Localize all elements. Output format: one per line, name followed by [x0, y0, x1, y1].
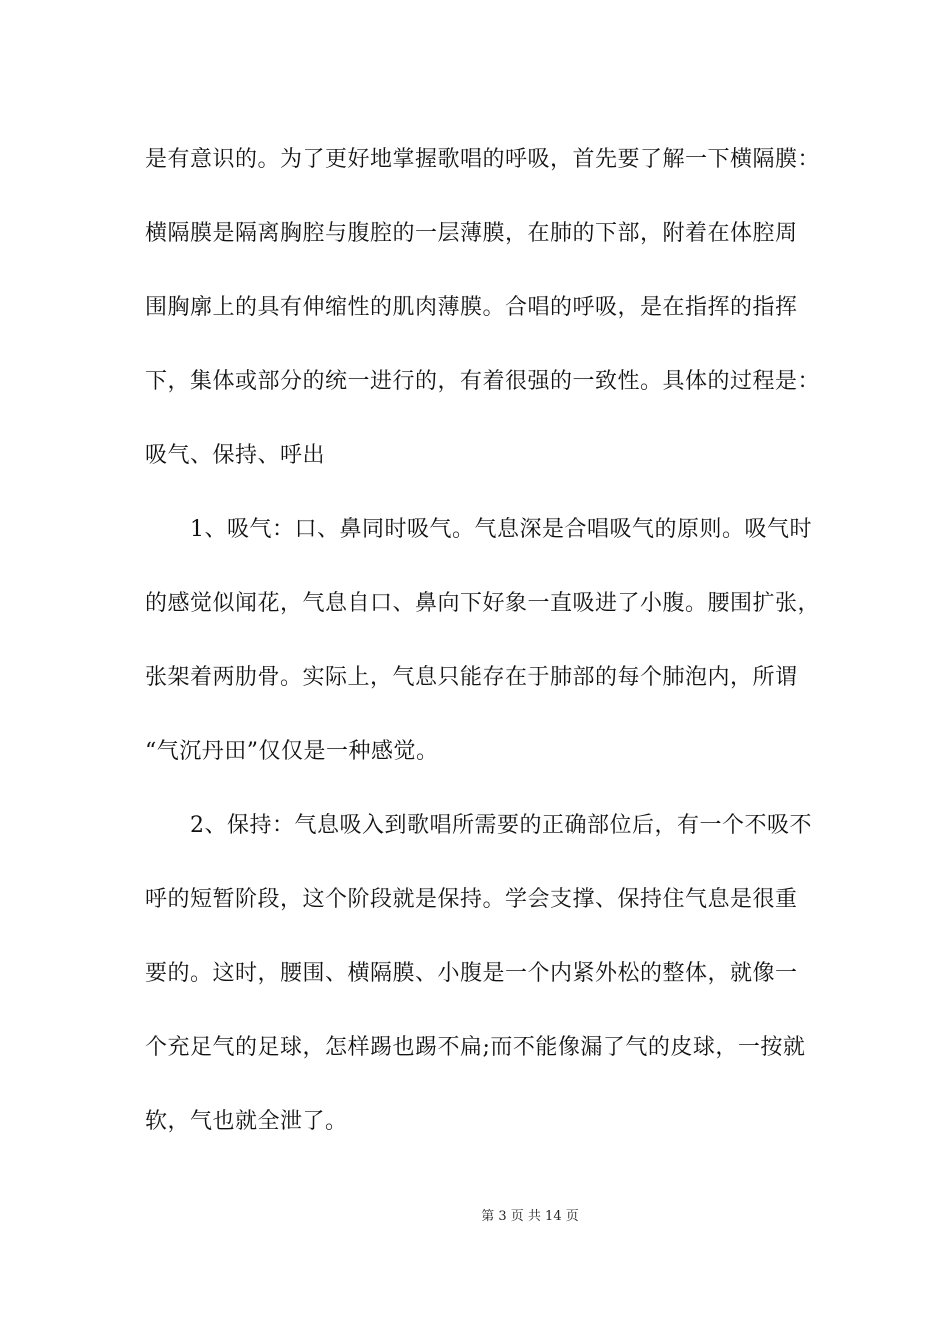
paragraph-line: 要的。这时，腰围、横隔膜、小腹是一个内紧外松的整体，就像一	[145, 961, 798, 986]
paragraph-line: 呼的短暂阶段，这个阶段就是保持。学会支撑、保持住气息是很重	[145, 887, 798, 912]
paragraph-line: “气沉丹田”仅仅是一种感觉。	[145, 739, 439, 764]
paragraph-line: 下，集体或部分的统一进行的，有着很强的一致性。具体的过程是：	[145, 369, 821, 394]
paragraph-line: 张架着两肋骨。实际上，气息只能存在于肺部的每个肺泡内，所谓	[145, 665, 798, 690]
paragraph-line: 1、吸气：口、鼻同时吸气。气息深是合唱吸气的原则。吸气时	[190, 517, 812, 542]
paragraph-line: 是有意识的。为了更好地掌握歌唱的呼吸，首先要了解一下横隔膜：	[145, 147, 821, 172]
page-number-footer: 第 3 页 共 14 页	[481, 1209, 579, 1224]
paragraph-line: 2、保持：气息吸入到歌唱所需要的正确部位后，有一个不吸不	[190, 813, 812, 838]
paragraph-line: 吸气、保持、呼出	[145, 443, 326, 468]
paragraph-line: 的感觉似闻花，气息自口、鼻向下好象一直吸进了小腹。腰围扩张，	[145, 591, 821, 616]
paragraph-line: 个充足气的足球，怎样踢也踢不扁;而不能像漏了气的皮球，一按就	[145, 1035, 806, 1060]
paragraph-line: 围胸廓上的具有伸缩性的肌肉薄膜。合唱的呼吸，是在指挥的指挥	[145, 295, 798, 320]
paragraph-line: 软，气也就全泄了。	[145, 1109, 348, 1134]
paragraph-line: 横隔膜是隔离胸腔与腹腔的一层薄膜，在肺的下部，附着在体腔周	[145, 221, 798, 246]
